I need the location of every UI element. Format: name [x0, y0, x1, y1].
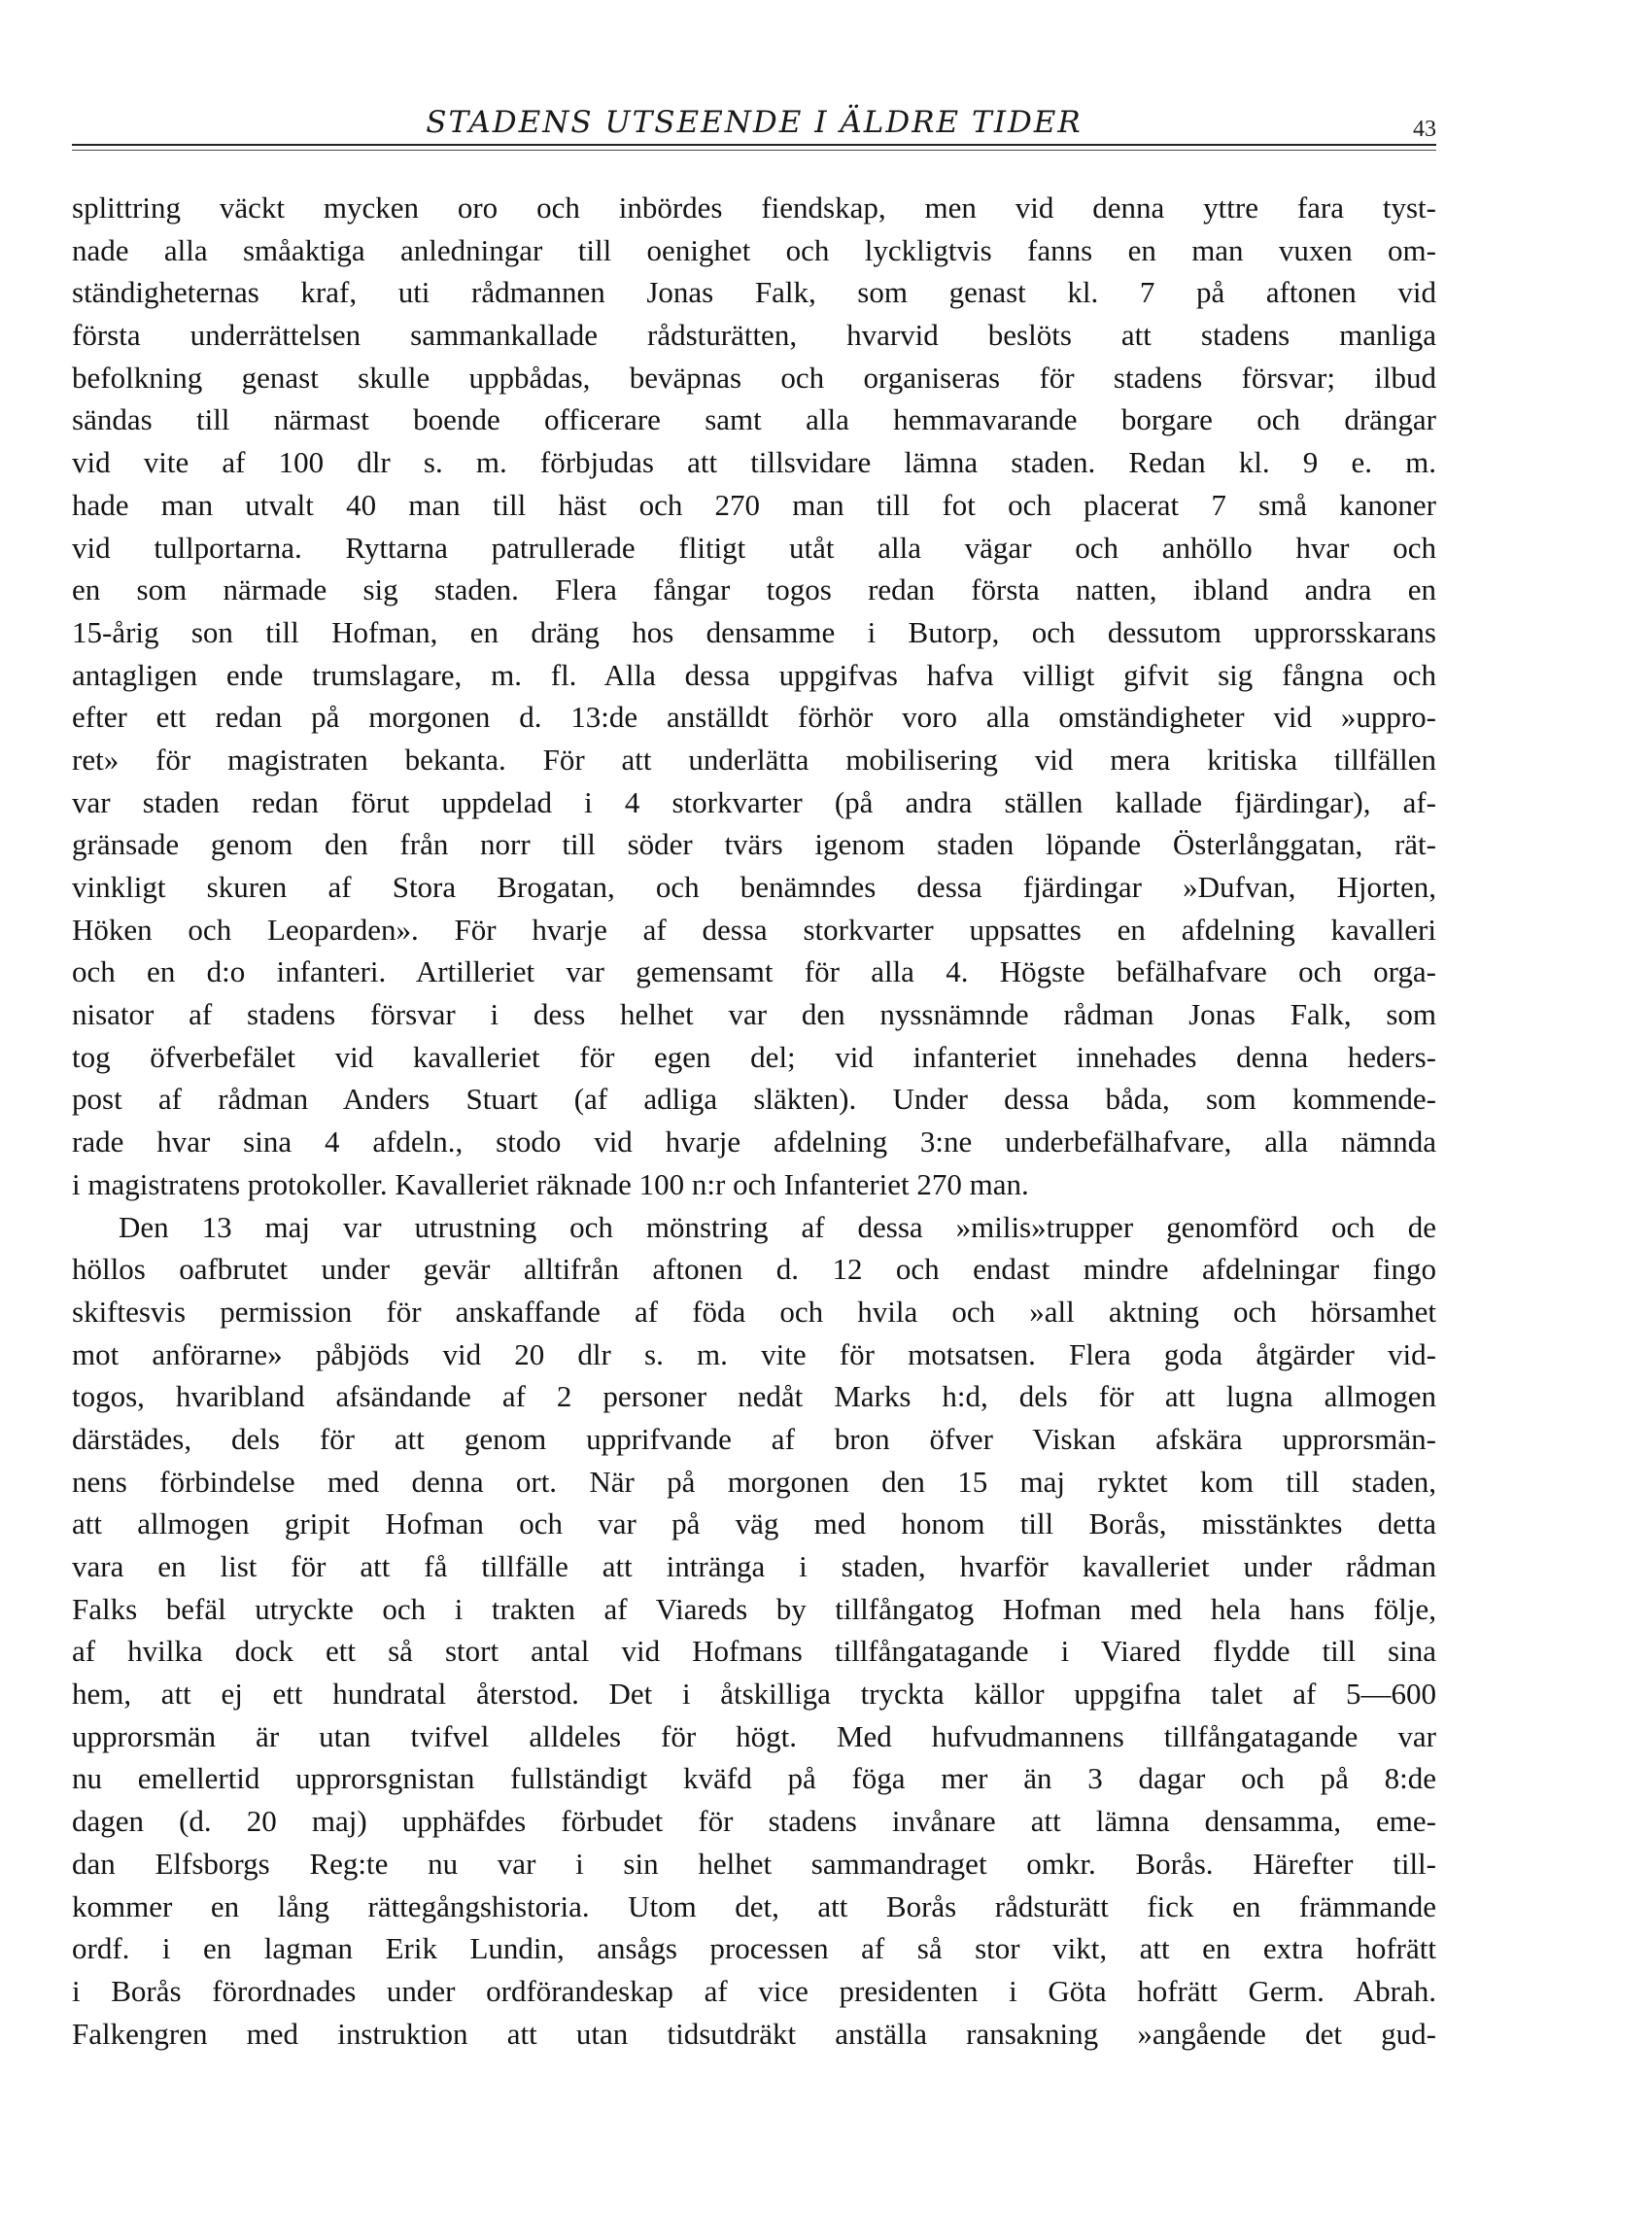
text-line: upprorsmän är utan tvifvel alldeles för högt. Med hufvudmannens tillfångatagande var	[72, 1718, 1436, 1753]
text-line: första underrättelsen sammankallade rådsturätten, hvarvid beslöts att stadens manliga	[72, 318, 1436, 353]
text-line: mot anförarne» påbjöds vid 20 dlr s. m. vite för motsatsen. Flera goda åtgärder vid-	[72, 1336, 1436, 1371]
text-line: vid vite af 100 dlr s. m. förbjudas att tillsvidare lämna staden. Redan kl. 9 e. m.	[72, 445, 1436, 480]
text-line: Falkengren med instruktion att utan tidsutdräkt anställa ransakning »angående det gud-	[72, 2016, 1436, 2051]
text-line: vid tullportarna. Ryttarna patrullerade flitigt utåt alla vägar och anhöllo hvar och	[72, 530, 1436, 565]
text-line: dagen (d. 20 maj) upphäfdes förbudet för stadens invånare att lämna densamma, eme-	[72, 1804, 1436, 1839]
text-line: därstädes, dels för att genom upprifvande af bron öfver Viskan afskära upprorsmän-	[72, 1421, 1436, 1456]
text-line: ordf. i en lagman Erik Lundin, ansågs processen af så stor vikt, att en extra hofrätt	[72, 1931, 1436, 1966]
text-line: i Borås förordnades under ordförandeskap af vice presidenten i Göta hofrätt Germ. Abrah.	[72, 1973, 1436, 2008]
text-line: hade man utvalt 40 man till häst och 270 man till fot och placerat 7 små kanoner	[72, 487, 1436, 522]
text-line: rade hvar sina 4 afdeln., stodo vid hvarje afdelning 3:ne underbefälhafvare, alla nämnda	[72, 1125, 1436, 1159]
text-line: ret» för magistraten bekanta. För att underlätta mobilisering vid mera kritiska tillfällen	[72, 742, 1436, 777]
text-line: splittring väckt mycken oro och inbördes fiendskap, men vid denna yttre fara tyst-	[72, 190, 1436, 225]
running-title: STADENS UTSEENDE I ÄLDRE TIDER	[426, 105, 1083, 140]
text-line: och en d:o infanteri. Artilleriet var gemensamt för alla 4. Högste befälhafvare och orga-	[72, 954, 1436, 989]
text-line: en som närmade sig staden. Flera fångar togos redan första natten, ibland andra en	[72, 572, 1436, 607]
text-line: att allmogen gripit Hofman och var på väg med honom till Borås, misstänktes detta	[72, 1506, 1436, 1541]
text-line: nisator af stadens försvar i dess helhet var den nyssnämnde rådman Jonas Falk, som	[72, 997, 1436, 1032]
text-line: hem, att ej ett hundratal återstod. Det i åtskilliga tryckta källor uppgifna talet af 5—600	[72, 1677, 1436, 1712]
text-line: vara en list för att få tillfälle att intränga i staden, hvarför kavalleriet under rådman	[72, 1549, 1436, 1583]
text-line: nens förbindelse med denna ort. När på morgonen den 15 maj ryktet kom till staden,	[72, 1464, 1436, 1499]
text-line: Falks befäl utryckte och i trakten af Viareds by tillfångatog Hofman med hela hans följe,	[72, 1591, 1436, 1626]
text-line: sändas till närmast boende officerare samt alla hemmavarande borgare och drängar	[72, 402, 1436, 437]
text-line: Höken och Leoparden». För hvarje af dessa storkvarter uppsattes en afdelning kavalleri	[72, 912, 1436, 947]
text-line: af hvilka dock ett så stort antal vid Hofmans tillfångatagande i Viared flydde till sina	[72, 1634, 1436, 1669]
text-line: befolkning genast skulle uppbådas, beväpnas och organiseras för stadens försvar; ilbud	[72, 360, 1436, 395]
text-line: nu emellertid upprorsgnistan fullständigt kväfd på föga mer än 3 dagar och på 8:de	[72, 1761, 1436, 1796]
header-rule-top	[72, 144, 1436, 146]
text-line: i magistratens protokoller. Kavalleriet räknade 100 n:r och Infanteriet 270 man.	[72, 1166, 1029, 1201]
text-line: Den 13 maj var utrustning och mönstring af dessa »milis»trupper genomförd och de	[119, 1209, 1436, 1244]
text-line: höllos oafbrutet under gevär alltifrån aftonen d. 12 och endast mindre afdelningar fingo	[72, 1252, 1436, 1287]
text-line: kommer en lång rättegångshistoria. Utom det, att Borås rådsturätt fick en främmande	[72, 1888, 1436, 1923]
page-number: 43	[1413, 117, 1436, 142]
text-line: 15-årig son till Hofman, en dräng hos densamme i Butorp, och dessutom upprorsskarans	[72, 614, 1436, 649]
text-line: efter ett redan på morgonen d. 13:de anställdt förhör voro alla omständigheter vid »uppro-	[72, 700, 1436, 735]
body-text	[72, 187, 1436, 2055]
text-line: togos, hvaribland afsändande af 2 personer nedåt Marks h:d, dels för att lugna allmogen	[72, 1379, 1436, 1414]
text-line: gränsade genom den från norr till söder tvärs igenom staden löpande Österlånggatan, rät-	[72, 827, 1436, 862]
text-line: tog öfverbefälet vid kavalleriet för egen del; vid infanteriet innehades denna heders-	[72, 1039, 1436, 1074]
running-header	[72, 105, 1436, 144]
header-rule-bottom	[72, 150, 1436, 151]
text-line: vinkligt skuren af Stora Brogatan, och benämndes dessa fjärdingar »Dufvan, Hjorten,	[72, 870, 1436, 904]
text-line: post af rådman Anders Stuart (af adliga släkten). Under dessa båda, som kommende-	[72, 1082, 1436, 1117]
text-line: nade alla småaktiga anledningar till oenighet och lyckligtvis fanns en man vuxen om-	[72, 232, 1436, 267]
text-line: var staden redan förut uppdelad i 4 storkvarter (på andra ställen kallade fjärdingar), af-	[72, 784, 1436, 819]
text-line: dan Elfsborgs Reg:te nu var i sin helhet sammandraget omkr. Borås. Härefter till-	[72, 1846, 1436, 1881]
text-line: antagligen ende trumslagare, m. fl. Alla dessa uppgifvas hafva villigt gifvit sig fångna och	[72, 657, 1436, 692]
text-line: ständigheternas kraf, uti rådmannen Jonas Falk, som genast kl. 7 på aftonen vid	[72, 275, 1436, 310]
text-line: skiftesvis permission för anskaffande af föda och hvila och »all aktning och hörsamhet	[72, 1294, 1436, 1329]
